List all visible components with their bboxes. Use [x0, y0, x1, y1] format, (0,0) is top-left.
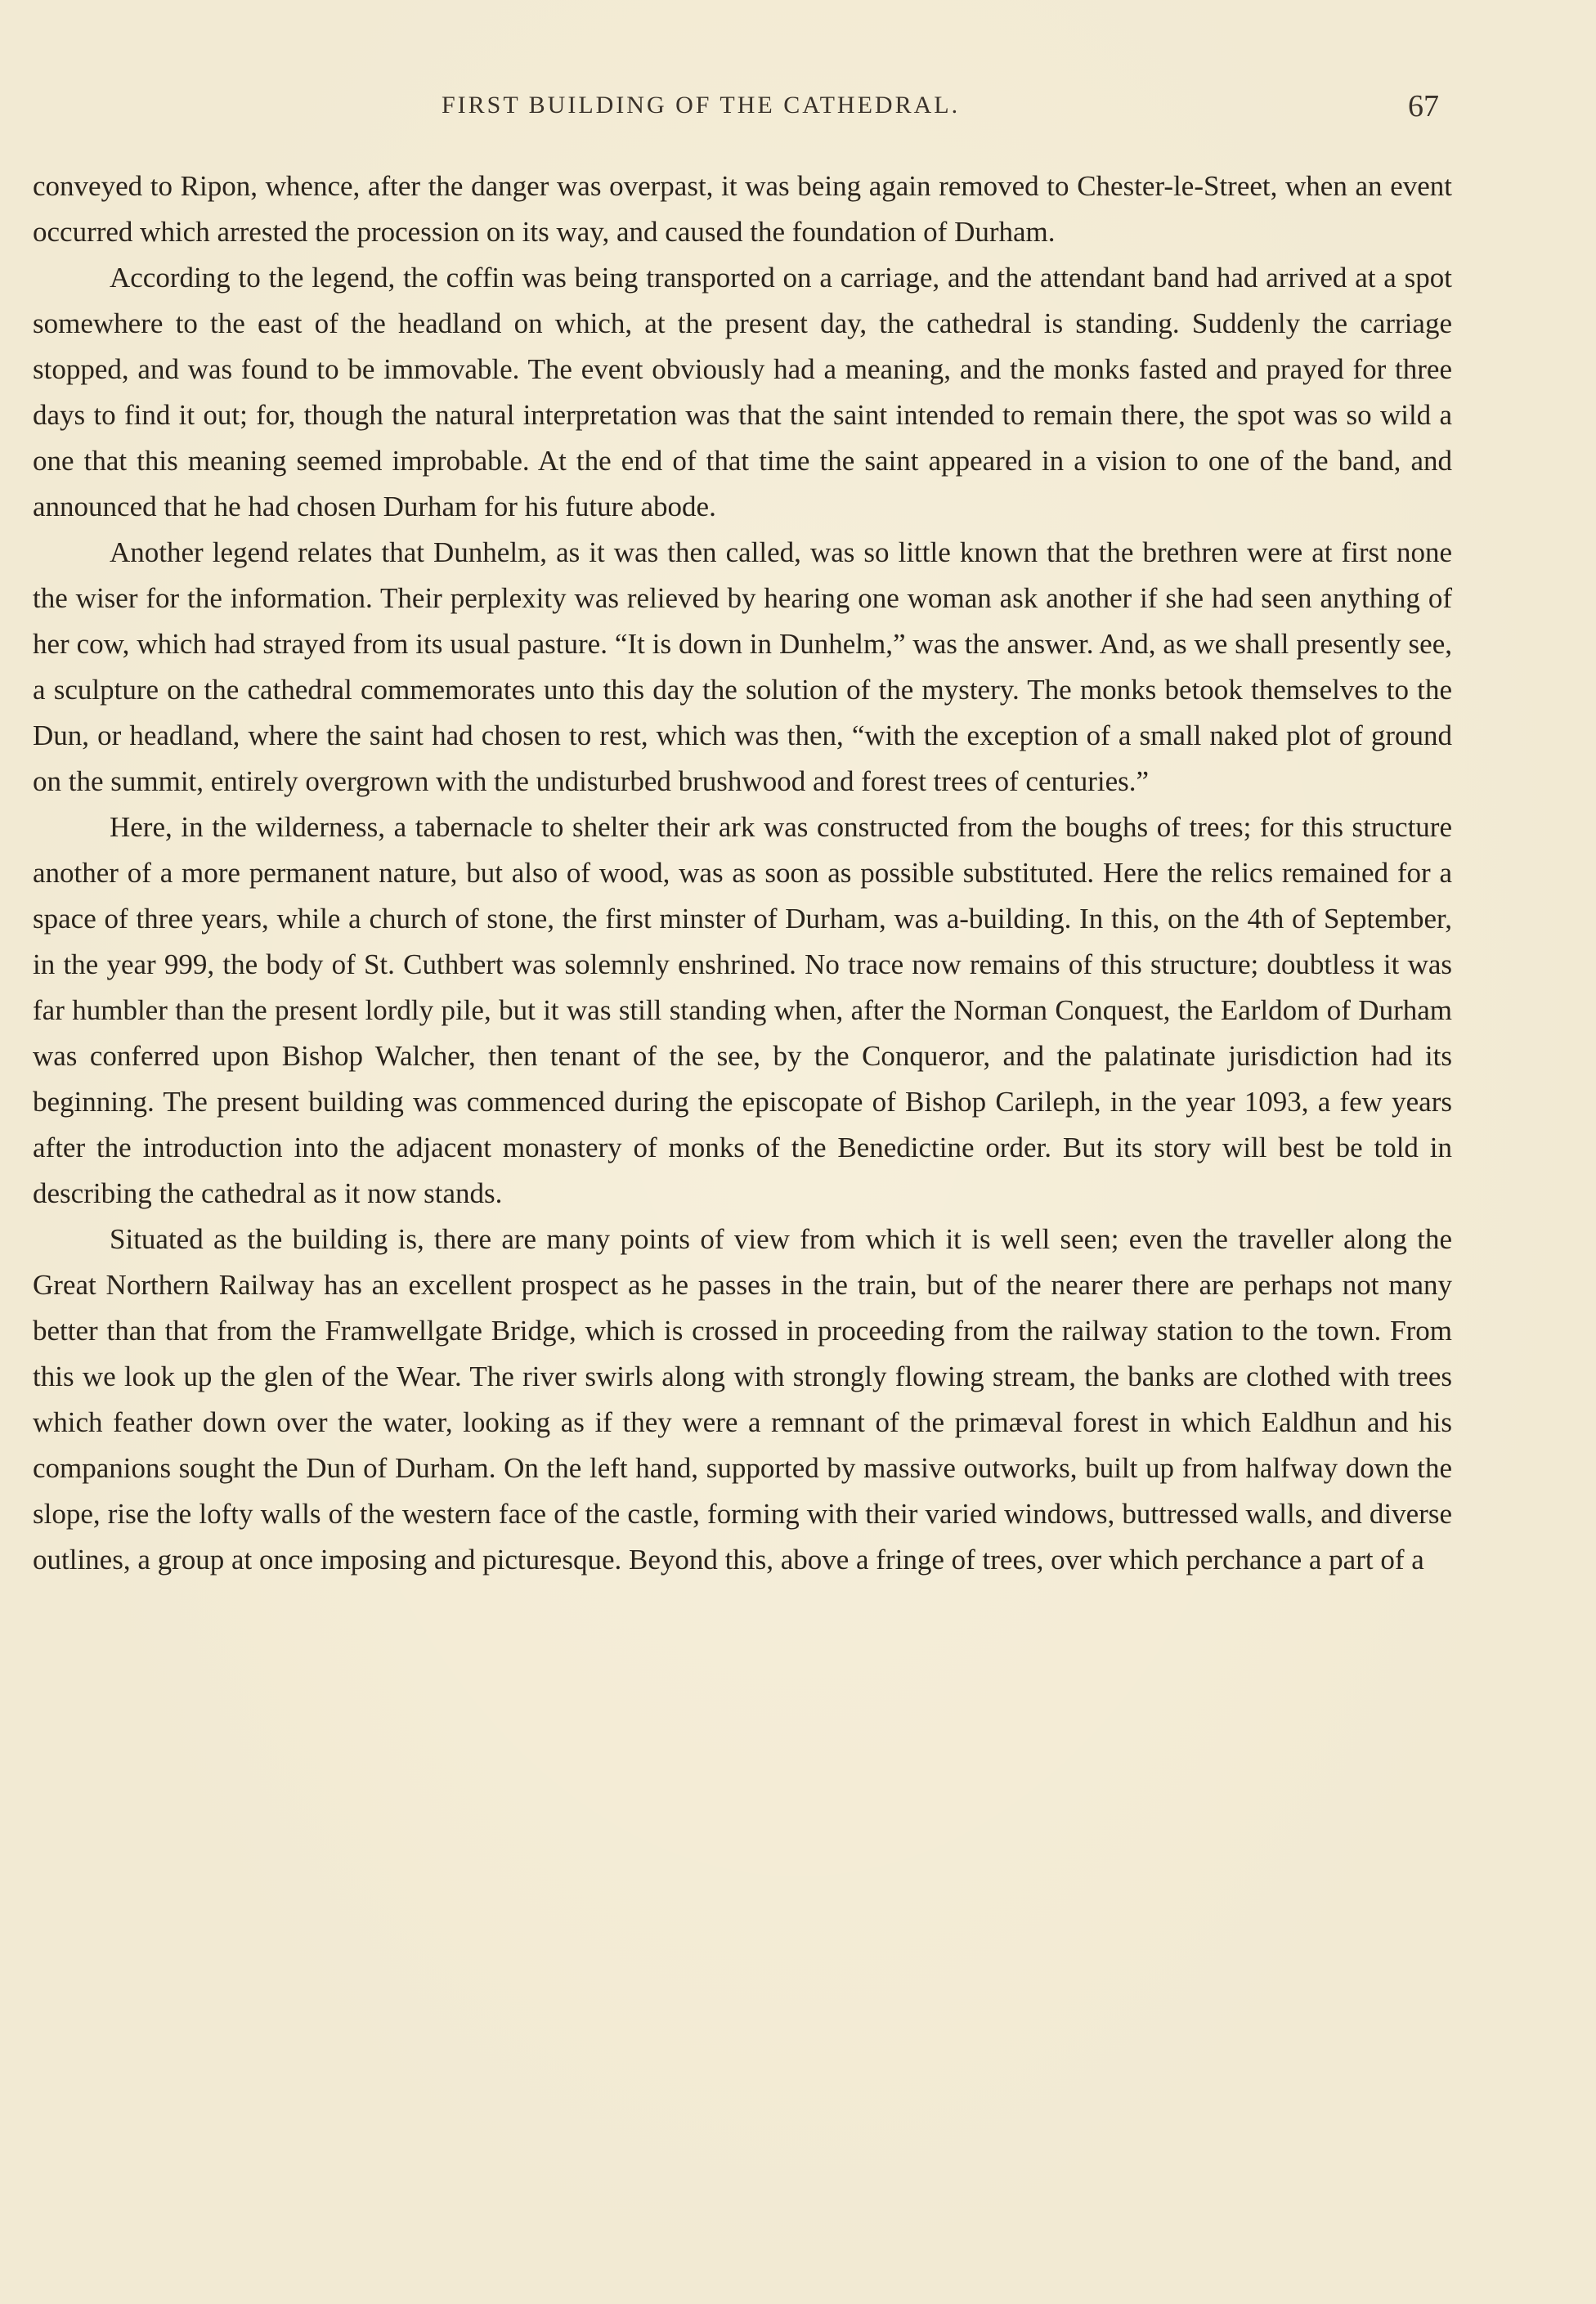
paragraph: Here, in the wilderness, a tabernacle to shelter their ark was constructed from the boughs of trees; for this structure another of a more permanent nature, but also of wood, was as soon as possible substituted. Here the relics remained for a space of three years, while a church of stone, the first minster of Durham, was a-building. In this, on the 4th of September, in the year 999, the body of St. Cuthbert was solemnly enshrined. No trace now remains of this structure; doubtless it was far humbler than the present lordly pile, but it was still standing when, after the Norman Conquest, the Earldom of Durham was conferred upon Bishop Walcher, then tenant of the see, by the Conqueror, and the palatinate jurisdiction had its beginning. The present building was commenced during the episcopate of Bishop Carileph, in the year 1093, a few years after the introduction into the adjacent monastery of monks of the Benedictine order. But its story will best be told in describing the cathedral as it now stands. — [33, 811, 1452, 1209]
body-text — [33, 164, 1452, 1583]
paragraph: According to the legend, the coffin was being transported on a carriage, and the attendant band had arrived at a spot somewhere to the east of the headland on which, at the present day, the cathedral is standing. Suddenly the carriage stopped, and was found to be immovable. The event obviously had a meaning, and the monks fasted and prayed for three days to find it out; for, though the natural interpretation was that the saint intended to remain there, the spot was so wild a one that this meaning seemed improbable. At the end of that time the saint appeared in a vision to one of the band, and announced that he had chosen Durham for his future abode. — [33, 262, 1452, 522]
page-number: 67 — [1408, 89, 1439, 123]
running-title: FIRST BUILDING OF THE CATHEDRAL. — [442, 92, 961, 119]
paragraph: conveyed to Ripon, whence, after the danger was overpast, it was being again removed to Chester-le-Street, when an event occurred which arrested the procession on its way, and caused the foundation of Durham. — [33, 170, 1452, 248]
running-head — [0, 89, 1596, 124]
paragraph: Situated as the building is, there are many points of view from which it is well seen; even the traveller along the Great Northern Railway has an excellent prospect as he passes in the train, but of the nearer there are perhaps not many better than that from the Framwellgate Bridge, which is crossed in proceeding from the railway station to the town. From this we look up the glen of the Wear. The river swirls along with strongly flowing stream, the banks are clothed with trees which feather down over the water, looking as if they were a remnant of the primæval forest in which Ealdhun and his companions sought the Dun of Durham. On the left hand, supported by massive outworks, built up from halfway down the slope, rise the lofty walls of the western face of the castle, forming with their varied windows, buttressed walls, and diverse outlines, a group at once imposing and picturesque. Beyond this, above a fringe of trees, over which perchance a part of a — [33, 1223, 1452, 1576]
paragraph: Another legend relates that Dunhelm, as it was then called, was so little known that the brethren were at first none the wiser for the information. Their perplexity was relieved by hearing one woman ask another if she had seen anything of her cow, which had strayed from its usual pasture. “It is down in Dunhelm,” was the answer. And, as we shall presently see, a sculpture on the cathedral commemorates unto this day the solution of the mystery. The monks betook themselves to the Dun, or headland, where the saint had chosen to rest, which was then, “with the exception of a small naked plot of ground on the summit, entirely overgrown with the undisturbed brushwood and forest trees of centuries.” — [33, 536, 1452, 797]
